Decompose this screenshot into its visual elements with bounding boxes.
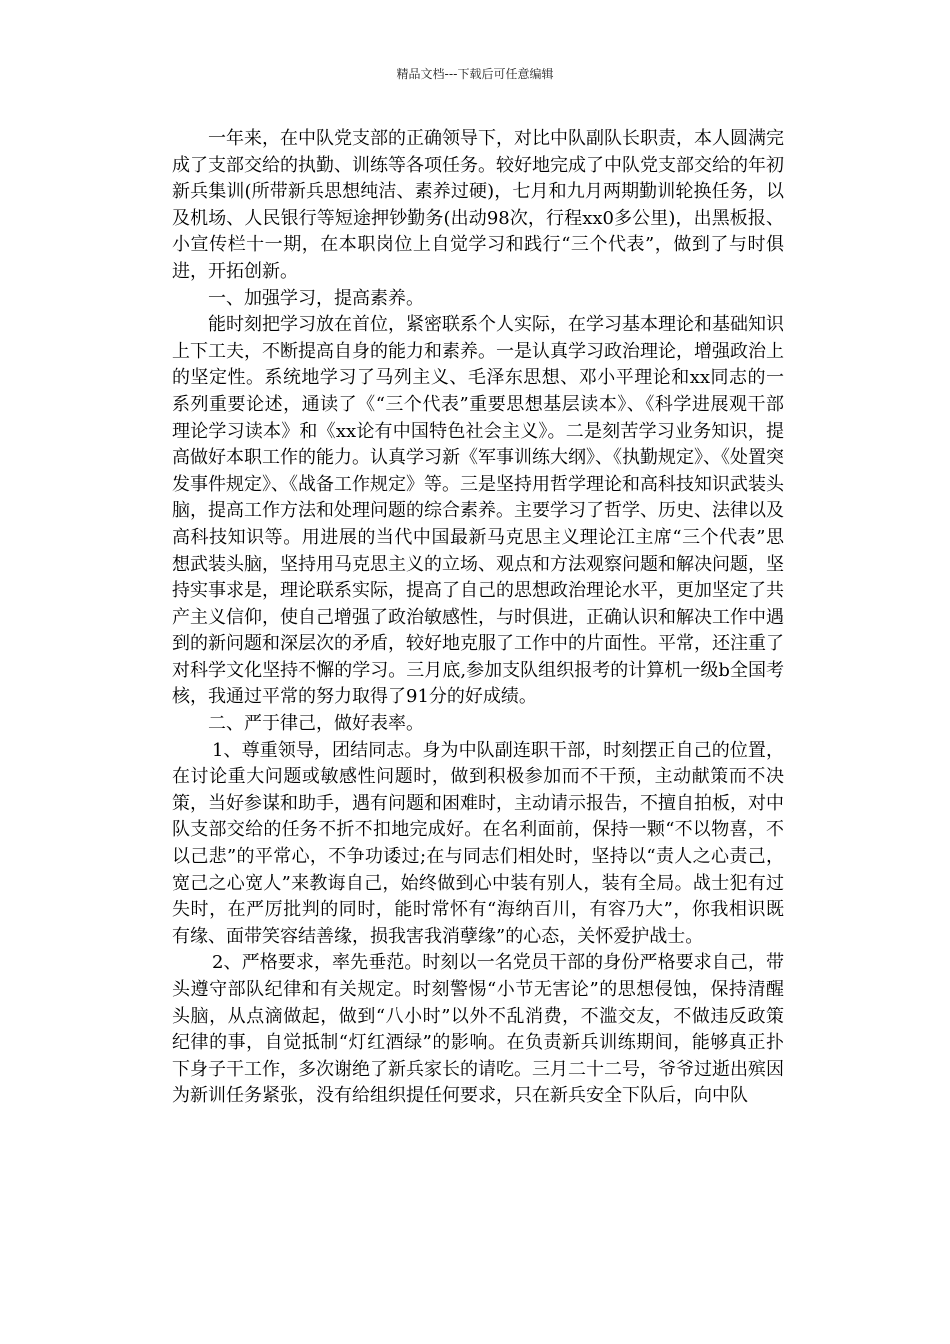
intro-paragraph: 一年来，在中队党支部的正确领导下，对比中队副队长职责，本人圆满完成了支部交给的执勤、训练等各项任务。较好地完成了中队党支部交给的年初新兵集训(所带新兵思想纯洁、素养过硬)，七月和九月两期勤训轮换任务，以及机场、人民银行等短途押钞勤务(出动98次，行程xx0多公里)，出黑板报、小宣传栏十一期，在本职岗位上自觉学习和践行“三个代表”，做到了与时俱进，开拓创新。 (172, 128, 784, 282)
document-body (172, 126, 784, 1110)
study-paragraph: 能时刻把学习放在首位，紧密联系个人实际，在学习基本理论和基础知识上下工夫，不断提高自身的能力和素养。一是认真学习政治理论，增强政治上的坚定性。系统地学习了马列主义、毛泽东思想、邓小平理论和xx同志的一系列重要论述，通读了《“三个代表”重要思想基层读本》、《科学进展观干部理论学习读本》和《xx论有中国特色社会主义》。二是刻苦学习业务知识，提高做好本职工作的能力。认真学习新《军事训练大纲》、《执勤规定》、《处置突发事件规定》、《战备工作规定》等。三是坚持用哲学理论和高科技知识武装头脑，提高工作方法和处理问题的综合素养。主要学习了哲学、历史、法律以及高科技知识等。用进展的当代中国最新马克思主义理论江主席“三个代表”思想武装头脑，坚持用马克思主义的立场、观点和方法观察问题和解决问题，坚持实事求是，理论联系实际，提高了自己的思想政治理论水平，更加坚定了共产主义信仰，使自己增强了政治敏感性，与时俱进，正确认识和解决工作中遇到的新问题和深层次的矛盾，较好地克服了工作中的片面性。平常，还注重了对科学文化坚持不懈的学习。三月底,参加支队组织报考的计算机一级b全国考核，我通过平常的努力取得了91分的好成绩。 (172, 314, 784, 708)
respect-leaders-paragraph: 1、尊重领导，团结同志。身为中队副连职干部，时刻摆正自己的位置，在讨论重大问题或敏感性问题时，做到积极参加而不干预，主动献策而不决策，当好参谋和助手，遇有问题和困难时，主动请示报告，不擅自拍板，对中队支部交给的任务不折不扣地完成好。在名利面前，保持一颗“不以物喜，不以己悲”的平常心，不争功诿过;在与同志们相处时，坚持以“责人之心责己，宽己之心宽人”来教诲自己，始终做到心中装有别人，装有全局。战士犯有过失时，在严厉批判的同时，能时常怀有“海纳百川，有容乃大”，你我相识既有缘、面带笑容结善缘，损我害我消孽缘”的心态，关怀爱护战士。 (172, 739, 784, 947)
section-heading-discipline: 二、严于律己，做好表率。 (208, 713, 424, 735)
strict-requirements-paragraph: 2、严格要求，率先垂范。时刻以一名党员干部的身份严格要求自己，带头遵守部队纪律和有关规定。时刻警惕“小节无害论”的思想侵蚀，保持清醒头脑，从点滴做起，做到“八小时”以外不乱消费，不滥交友，不做违反政策纪律的事，自觉抵制“灯红酒绿”的影响。在负责新兵训练期间，能够真正扑下身子干工作，多次谢绝了新兵家长的请吃。三月二十二号，爷爷过逝出殡因为新训任务紧张，没有给组织提任何要求，只在新兵安全下队后，向中队 (172, 952, 784, 1107)
section-heading-study: 一、加强学习，提高素养。 (208, 287, 424, 309)
page-header: 精品文档---下载后可任意编辑 (396, 67, 554, 81)
